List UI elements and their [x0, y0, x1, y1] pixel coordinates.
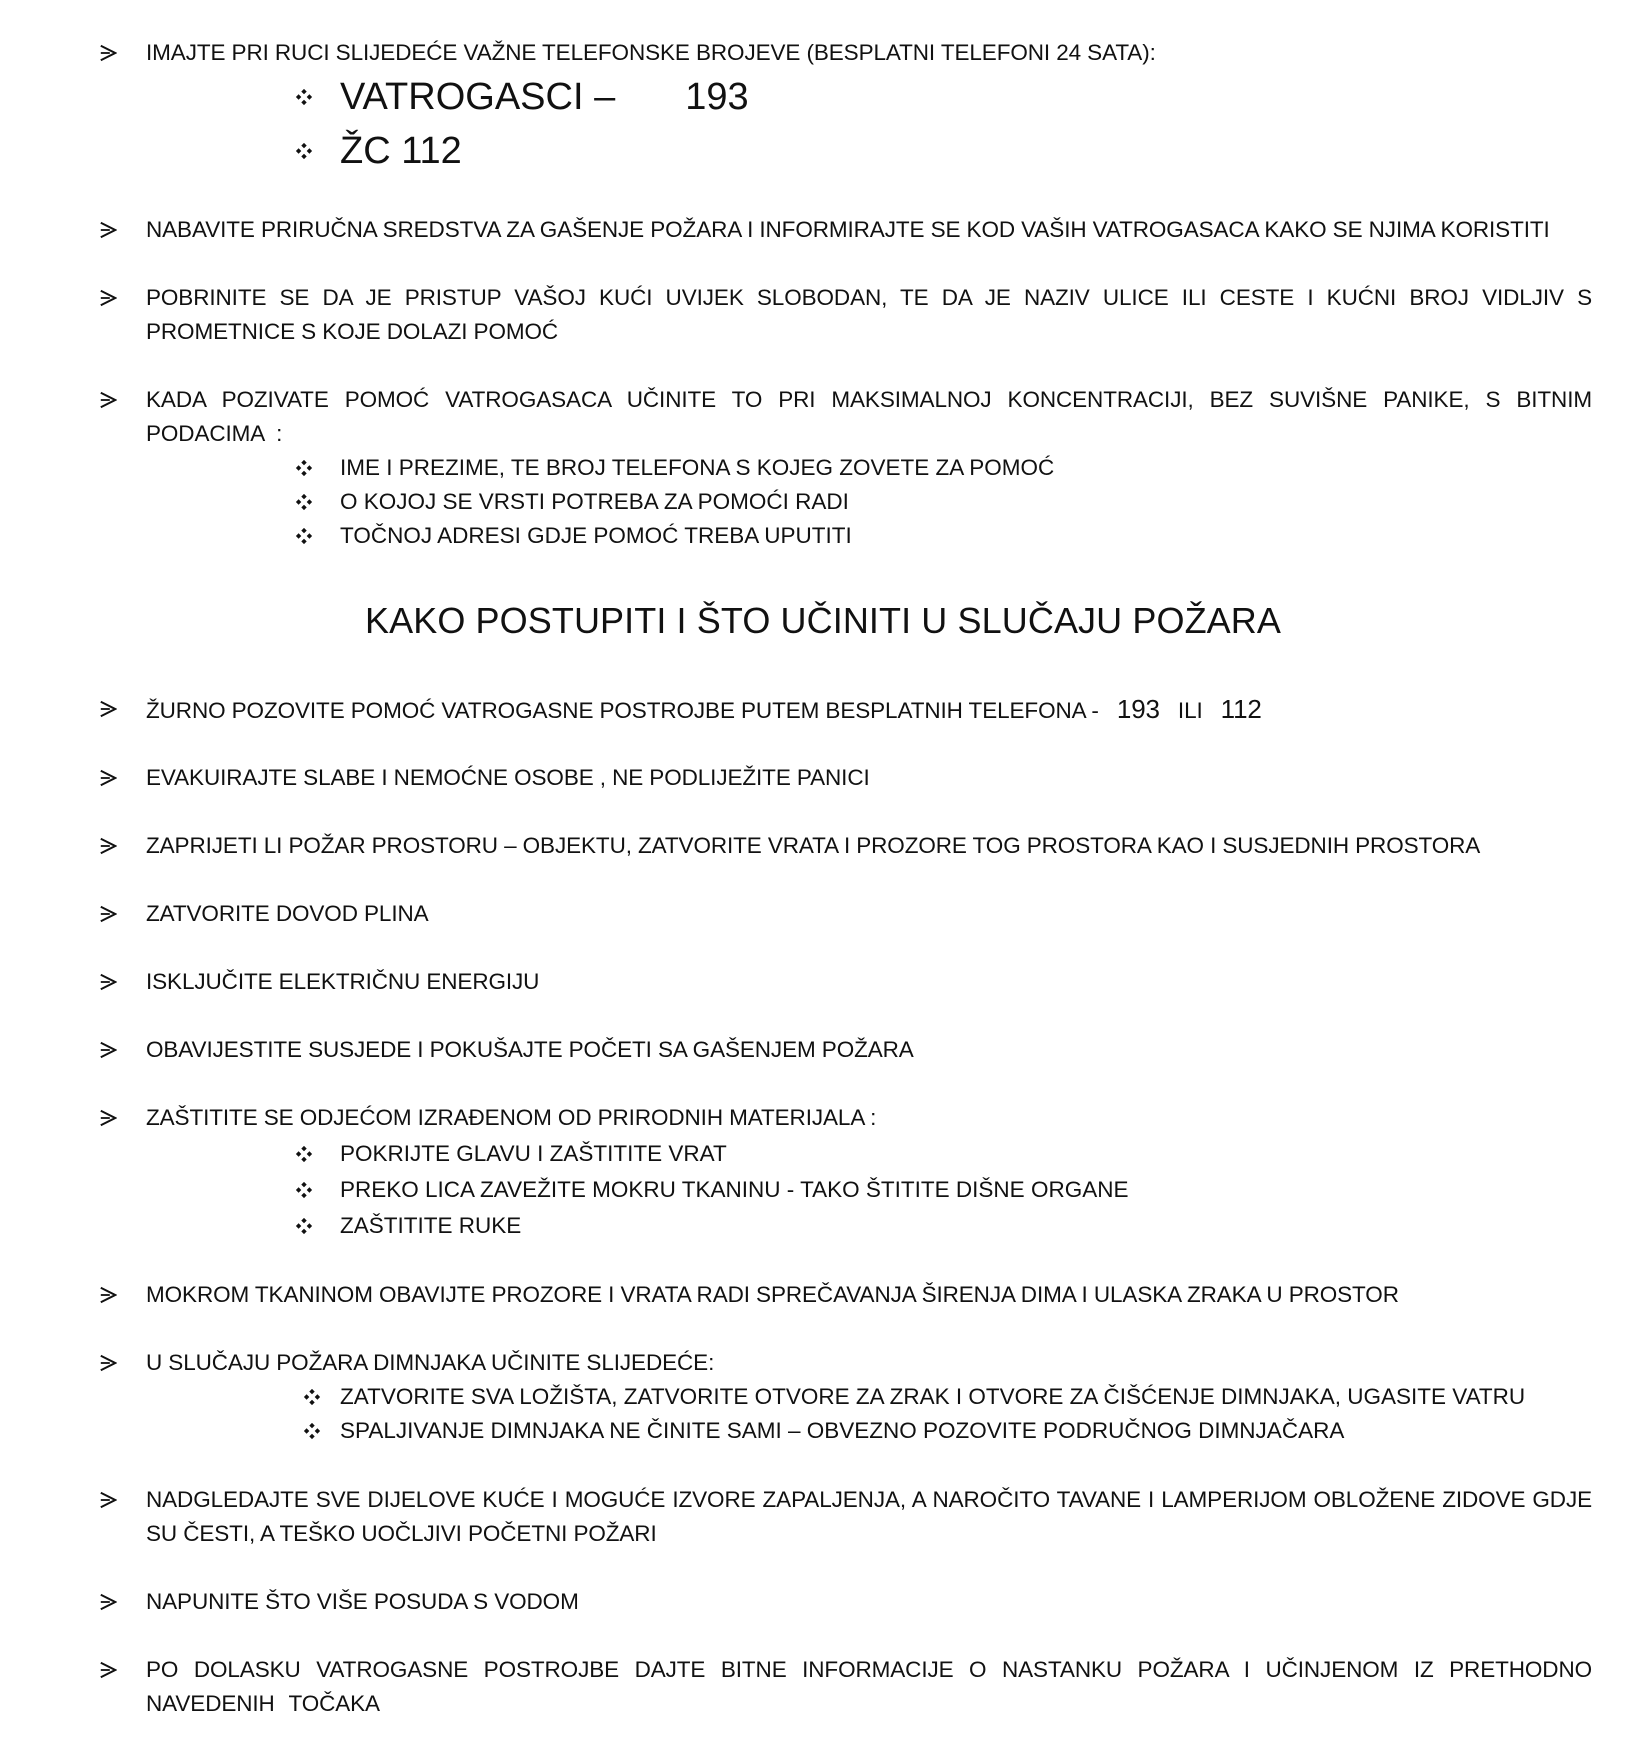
- diamond-bullet-icon: [292, 1137, 316, 1171]
- sub-item: [292, 485, 849, 519]
- arrow-bullet-icon: [96, 829, 120, 863]
- arrow-bullet-icon: [96, 1033, 120, 1067]
- list-item: [96, 1101, 1592, 1135]
- sub-item-text: SPALJIVANJE DIMNJAKA NE ČINITE SAMI – OBVEZNO POZOVITE PODRUČNOG DIMNJAČARA: [340, 1418, 1345, 1443]
- arrow-bullet-icon: [96, 965, 120, 999]
- list-item: [96, 761, 1592, 795]
- list-item: [96, 1033, 1592, 1067]
- phone-entry-fire: [292, 70, 749, 124]
- list-item: [96, 1346, 1592, 1380]
- sub-item-text: POKRIJTE GLAVU I ZAŠTITITE VRAT: [340, 1141, 727, 1166]
- list-item: [96, 1483, 1592, 1551]
- sub-item: [292, 1209, 521, 1243]
- sub-item-text: IME I PREZIME, TE BROJ TELEFONA S KOJEG ZOVETE ZA POMOĆ: [340, 455, 1055, 480]
- sub-item: [292, 1137, 727, 1171]
- diamond-bullet-icon: [292, 485, 316, 519]
- diamond-bullet-icon: [300, 1380, 324, 1414]
- diamond-bullet-icon: [292, 451, 316, 485]
- phone-number: 193: [1116, 694, 1160, 724]
- arrow-bullet-icon: [96, 897, 120, 931]
- phone-label: VATROGASCI –: [340, 76, 616, 118]
- section-heading: KAKO POSTUPITI I ŠTO UČINITI U SLUČAJU POŽARA: [365, 600, 1281, 641]
- sub-item-text: ZATVORITE SVA LOŽIŠTA, ZATVORITE OTVORE ZA ZRAK I OTVORE ZA ČIŠĆENJE DIMNJAKA, UGASITE VATRU: [340, 1384, 1526, 1409]
- list-item-text: MOKROM TKANINOM OBAVIJTE PROZORE I VRATA RADI SPREČAVANJA ŠIRENJA DIMA I ULASKA ZRAKA U PROSTOR: [146, 1282, 1399, 1307]
- phone-entry-zc: [292, 124, 462, 178]
- arrow-bullet-icon: [96, 1653, 120, 1687]
- sub-item-text: O KOJOJ SE VRSTI POTREBA ZA POMOĆI RADI: [340, 489, 849, 514]
- list-item-text: ZATVORITE DOVOD PLINA: [146, 901, 429, 926]
- list-item-text: EVAKUIRAJTE SLABE I NEMOĆNE OSOBE , NE PODLIJEŽITE PANICI: [146, 765, 870, 790]
- arrow-bullet-icon: [96, 1278, 120, 1312]
- list-item: [96, 965, 1592, 999]
- list-item-text: ISKLJUČITE ELEKTRIČNU ENERGIJU: [146, 969, 540, 994]
- diamond-bullet-icon: [300, 1414, 324, 1448]
- list-item: [96, 1653, 1592, 1721]
- sub-item: [300, 1380, 1525, 1414]
- list-item: [96, 897, 1592, 931]
- list-item-text: ZAŠTITITE SE ODJEĆOM IZRAĐENOM OD PRIRODNIH MATERIJALA :: [146, 1105, 877, 1130]
- phone-number: 112: [1220, 694, 1262, 724]
- list-item-text: PO DOLASKU VATROGASNE POSTROJBE DAJTE BITNE INFORMACIJE O NASTANKU POŽARA I UČINJENOM IZ PRETHODNO NAVEDENIH TOČAKA: [146, 1657, 1592, 1716]
- or-label: ILI: [1177, 698, 1203, 723]
- sub-item: [300, 1414, 1344, 1448]
- sub-item-text: PREKO LICA ZAVEŽITE MOKRU TKANINU - TAKO ŠTITITE DIŠNE ORGANE: [340, 1177, 1129, 1202]
- arrow-bullet-icon: [96, 36, 120, 70]
- list-item-text: OBAVIJESTITE SUSJEDE I POKUŠAJTE POČETI SA GAŠENJEM POŽARA: [146, 1037, 914, 1062]
- list-item-text: ŽURNO POZOVITE POMOĆ VATROGASNE POSTROJBE PUTEM BESPLATNIH TELEFONA -: [146, 698, 1099, 723]
- diamond-bullet-icon: [292, 519, 316, 553]
- arrow-bullet-icon: [96, 383, 120, 417]
- list-item-text: IMAJTE PRI RUCI SLIJEDEĆE VAŽNE TELEFONSKE BROJEVE (BESPLATNI TELEFONI 24 SATA):: [146, 40, 1156, 65]
- list-item: [96, 1278, 1592, 1312]
- arrow-bullet-icon: [96, 761, 120, 795]
- diamond-bullet-icon: [292, 1173, 316, 1207]
- list-item: [96, 281, 1592, 349]
- sub-item-text: ZAŠTITITE RUKE: [340, 1213, 522, 1238]
- list-item-text: KADA POZIVATE POMOĆ VATROGASACA UČINITE TO PRI MAKSIMALNOJ KONCENTRACIJI, BEZ SUVIŠNE PANIKE, S BITNIM PODACIMA :: [146, 387, 1592, 446]
- phone-label: ŽC 112: [340, 130, 462, 172]
- arrow-bullet-icon: [96, 1483, 120, 1517]
- arrow-bullet-icon: [96, 1101, 120, 1135]
- diamond-bullet-icon: [292, 1209, 316, 1243]
- arrow-bullet-icon: [96, 213, 120, 247]
- diamond-bullet-icon: [292, 124, 316, 178]
- list-item-text: ZAPRIJETI LI POŽAR PROSTORU – OBJEKTU, ZATVORITE VRATA I PROZORE TOG PROSTORA KAO I SUSJEDNIH PROSTORA: [146, 833, 1481, 858]
- list-item: [96, 383, 1592, 451]
- list-item-text: NAPUNITE ŠTO VIŠE POSUDA S VODOM: [146, 1589, 579, 1614]
- phone-number: 193: [685, 76, 749, 118]
- list-item: [96, 213, 1592, 247]
- list-item-text: U SLUČAJU POŽARA DIMNJAKA UČINITE SLIJEDEĆE:: [146, 1350, 715, 1375]
- sub-item: [292, 519, 852, 553]
- list-item-text: POBRINITE SE DA JE PRISTUP VAŠOJ KUĆI UVIJEK SLOBODAN, TE DA JE NAZIV ULICE ILI CESTE I KUĆNI BROJ VIDLJIV S PROMETNICE S KOJE DOLAZI POMOĆ: [146, 285, 1592, 344]
- arrow-bullet-icon: [96, 281, 120, 315]
- arrow-bullet-icon: [96, 1346, 120, 1380]
- list-item-phones-intro: [96, 36, 1592, 70]
- list-item-urgent: [96, 692, 1592, 728]
- list-item: [96, 829, 1592, 863]
- sub-item: [292, 1173, 1128, 1207]
- list-item-text: NADGLEDAJTE SVE DIJELOVE KUĆE I MOGUĆE IZVORE ZAPALJENJA, A NAROČITO TAVANE I LAMPERIJOM OBLOŽENE ZIDOVE GDJE SU ČESTI, A TEŠKO UOČLJIVI POČETNI POŽARI: [146, 1487, 1592, 1546]
- list-item: [96, 1585, 1592, 1619]
- sub-item: [292, 451, 1054, 485]
- arrow-bullet-icon: [96, 1585, 120, 1619]
- sub-item-text: TOČNOJ ADRESI GDJE POMOĆ TREBA UPUTITI: [340, 523, 852, 548]
- diamond-bullet-icon: [292, 70, 316, 124]
- arrow-bullet-icon: [96, 692, 120, 726]
- list-item-text: NABAVITE PRIRUČNA SREDSTVA ZA GAŠENJE POŽARA I INFORMIRAJTE SE KOD VAŠIH VATROGASACA KAKO SE NJIMA KORISTITI: [146, 217, 1550, 242]
